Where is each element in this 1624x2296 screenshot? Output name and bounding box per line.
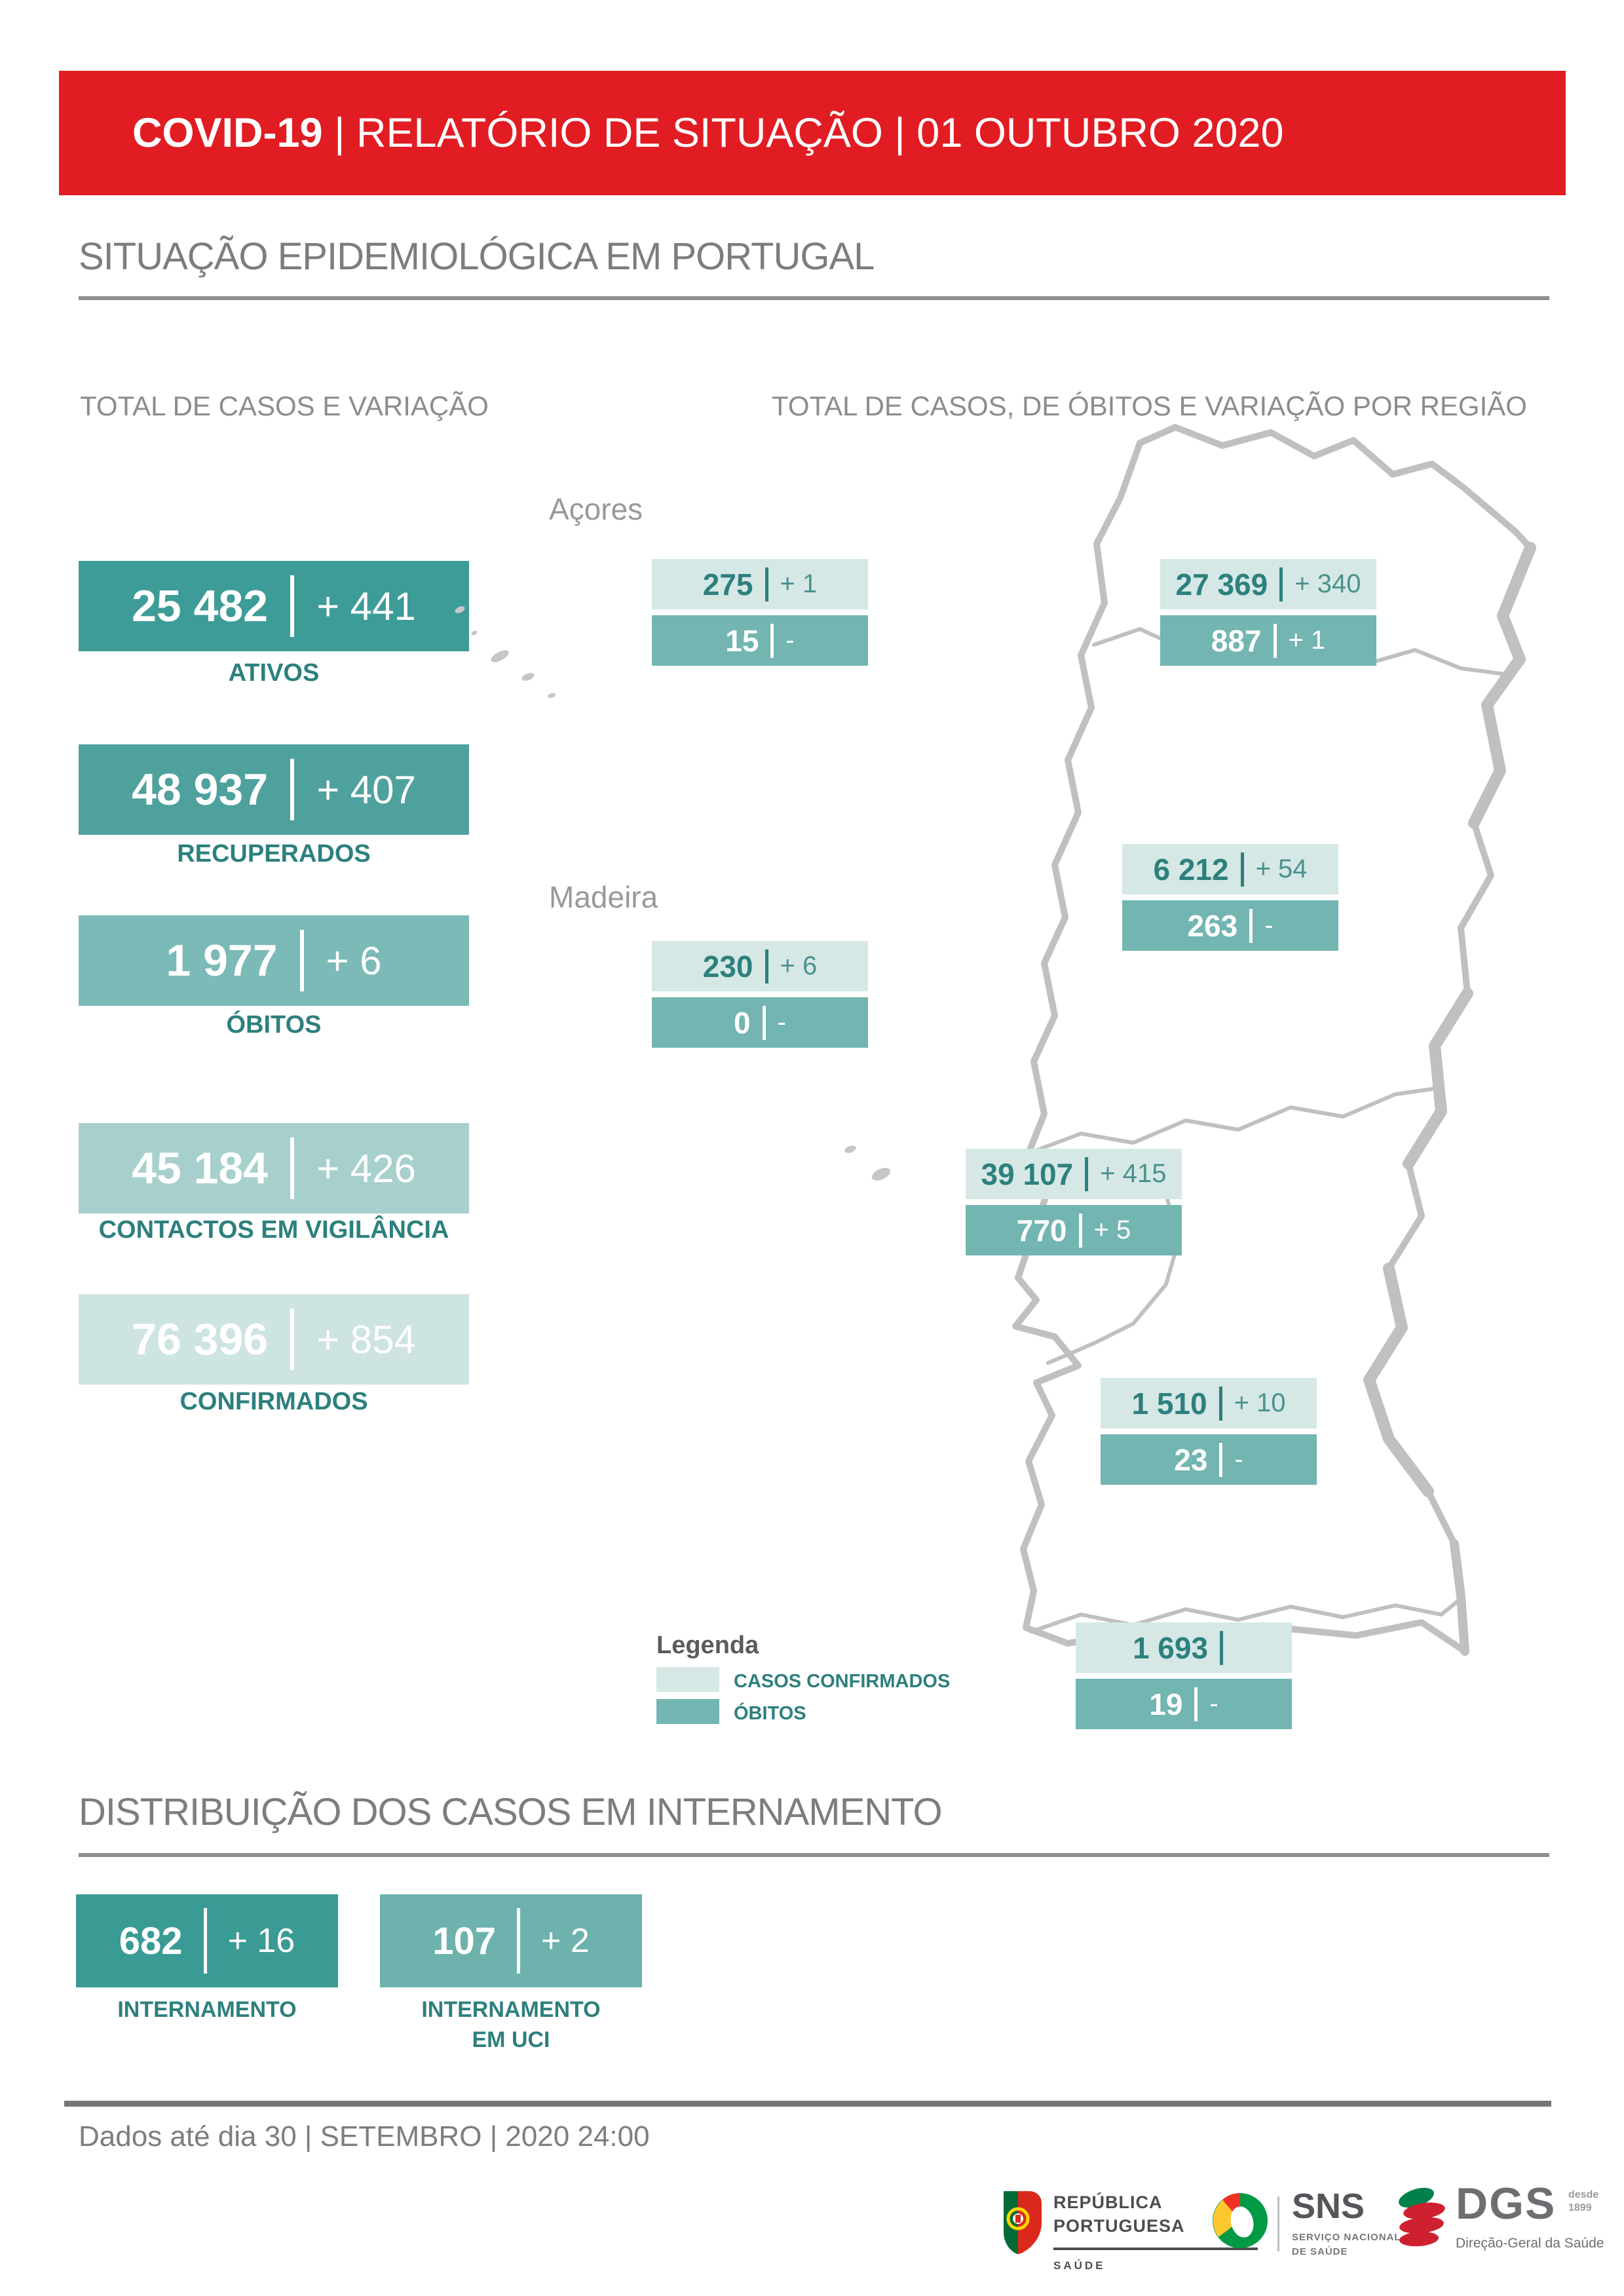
dgs-since [1568, 2189, 1598, 2215]
separator-bar [763, 1006, 766, 1040]
separator-bar [290, 1309, 294, 1370]
separator-bar [1279, 567, 1283, 602]
legend-swatch-casos [656, 1667, 719, 1692]
cases-value: 1 693 [1132, 1630, 1209, 1665]
stat-variation: + 6 [326, 938, 382, 983]
sns-subtitle-line1: SERVIÇO NACIONAL [1292, 2232, 1401, 2243]
island-dot [521, 672, 535, 682]
stat-value: 682 [119, 1919, 183, 1962]
east-border-thick3 [1369, 1269, 1428, 1491]
island-dot [470, 630, 478, 636]
separator-bar [1219, 1443, 1222, 1477]
cases-variation: + 54 [1255, 854, 1308, 883]
republica-saude-label: SAÚDE [1053, 2259, 1106, 2272]
dgs-icon [1394, 2186, 1449, 2249]
stat-label-obitos: ÓBITOS [226, 1011, 322, 1039]
east-border-thick [1474, 548, 1530, 823]
deaths-value: 0 [734, 1005, 751, 1040]
hospital-section-title: DISTRIBUIÇÃO DOS CASOS EM INTERNAMENTO [79, 1791, 942, 1833]
stat-label-ativos: ATIVOS [228, 659, 320, 687]
deaths-bar [1122, 900, 1338, 951]
legend-title: Legenda [656, 1632, 759, 1659]
stat-label-internamento: INTERNAMENTO [117, 1997, 297, 2022]
deaths-variation: - [785, 626, 795, 655]
cases-value: 27 369 [1175, 567, 1268, 602]
east-border-thick4 [1454, 1544, 1465, 1651]
island-dot [489, 648, 511, 665]
cases-bar [652, 941, 868, 991]
separator-bar [517, 1908, 520, 1974]
deaths-variation: + 1 [1288, 626, 1326, 655]
stat-box-recuperados [79, 744, 469, 835]
portugal-flag-icon [1001, 2190, 1044, 2255]
region-stats-centro [1122, 844, 1338, 951]
stat-value: 45 184 [132, 1143, 269, 1193]
stat-value: 76 396 [132, 1314, 269, 1364]
separator-bar [290, 1138, 294, 1199]
sns-title: SNS [1292, 2187, 1365, 2226]
legend-swatch-obitos [656, 1699, 719, 1724]
stat-box-internamento [76, 1894, 338, 1987]
deaths-bar [1160, 615, 1376, 666]
deaths-value: 15 [725, 623, 759, 658]
deaths-variation: - [1234, 1445, 1243, 1474]
deaths-value: 887 [1211, 623, 1262, 658]
island-dot [844, 1144, 857, 1155]
cases-variation: + 340 [1294, 569, 1361, 598]
deaths-bar [652, 615, 868, 666]
region-label-madeira: Madeira [549, 880, 658, 914]
separator-bar [1194, 1687, 1198, 1721]
stat-box-internamento-uci [380, 1894, 642, 1987]
report-title [132, 109, 1284, 157]
deaths-value: 23 [1174, 1442, 1208, 1477]
east-border-thick2 [1408, 993, 1467, 1164]
separator-bar [1220, 1631, 1223, 1665]
region-stats-algarve [1076, 1622, 1292, 1729]
legend-label-obitos: ÓBITOS [734, 1703, 806, 1724]
region-stats-alentejo [1101, 1378, 1317, 1485]
dgs-title: DGS [1456, 2179, 1557, 2229]
region-stats-madeira [652, 941, 868, 1048]
sns-divider [1277, 2196, 1279, 2251]
stat-label-internamento-uci: INTERNAMENTO [421, 1997, 601, 2022]
cases-variation: + 6 [780, 951, 818, 980]
cases-variation: + 1 [780, 569, 818, 598]
cases-value: 6 212 [1153, 852, 1229, 887]
stat-box-ativos [79, 561, 469, 651]
cases-variation: + 10 [1234, 1388, 1286, 1417]
report-banner [59, 71, 1566, 195]
deaths-bar [652, 997, 868, 1048]
separator-bar [290, 759, 294, 820]
cases-bar [652, 559, 868, 609]
stat-box-confirmados [79, 1294, 469, 1385]
deaths-bar [1101, 1434, 1317, 1485]
stat-variation: + 16 [227, 1922, 295, 1960]
regions-heading: TOTAL DE CASOS, DE ÓBITOS E VARIAÇÃO POR REGIÃO [772, 391, 1527, 421]
stat-value: 25 482 [132, 581, 269, 631]
report-title-covid: COVID-19 [132, 110, 323, 156]
stat-value: 1 977 [166, 936, 278, 985]
deaths-bar [1076, 1679, 1292, 1729]
separator-bar [204, 1908, 207, 1974]
stat-box-contactos [79, 1123, 469, 1214]
separator-bar [1249, 909, 1253, 943]
stat-variation: + 426 [316, 1146, 416, 1191]
cases-bar [1122, 844, 1338, 894]
cases-variation: + 415 [1100, 1159, 1167, 1188]
divider-line [79, 1853, 1549, 1857]
cases-value: 230 [702, 949, 753, 984]
separator-bar [290, 575, 294, 637]
separator-bar [765, 567, 768, 602]
region-stats-lisboa [966, 1149, 1182, 1255]
cases-bar [966, 1149, 1182, 1199]
region-label-acores: Açores [549, 492, 643, 526]
deaths-variation: - [1264, 911, 1274, 940]
separator-bar [765, 949, 768, 984]
separator-bar [1079, 1214, 1082, 1248]
dgs-since-year: 1899 [1568, 2202, 1592, 2213]
data-cutoff-note: Dados até dia 30 | SETEMBRO | 2020 24:00 [79, 2120, 650, 2152]
stat-label-internamento-uci-line2: EM UCI [472, 2027, 550, 2052]
separator-bar [1219, 1387, 1222, 1421]
cases-value: 39 107 [981, 1157, 1074, 1191]
border-centro-sul [1029, 1088, 1441, 1153]
stat-box-obitos [79, 915, 469, 1006]
stat-label-contactos: CONTACTOS EM VIGILÂNCIA [98, 1216, 449, 1244]
republica-line1: REPÚBLICA [1053, 2192, 1163, 2212]
footer-divider [64, 2101, 1551, 2107]
totals-heading: TOTAL DE CASOS E VARIAÇÃO [80, 391, 489, 421]
cases-bar [1160, 559, 1376, 609]
stat-variation: + 407 [316, 767, 416, 812]
sns-icon [1211, 2191, 1270, 2250]
region-stats-acores [652, 559, 868, 666]
cases-value: 275 [702, 567, 753, 602]
divider-line [79, 296, 1549, 300]
cases-bar [1076, 1622, 1292, 1673]
island-dot [547, 693, 556, 699]
deaths-variation: - [777, 1008, 786, 1037]
cases-value: 1 510 [1131, 1386, 1207, 1421]
deaths-bar [966, 1205, 1182, 1255]
stat-label-confirmados: CONFIRMADOS [179, 1388, 368, 1415]
cases-bar [1101, 1378, 1317, 1428]
deaths-variation: + 5 [1093, 1215, 1131, 1244]
deaths-value: 770 [1016, 1213, 1067, 1248]
separator-bar [1274, 624, 1277, 658]
deaths-value: 19 [1149, 1687, 1183, 1721]
stat-variation: + 441 [316, 584, 416, 628]
stat-variation: + 854 [316, 1317, 416, 1362]
separator-bar [770, 624, 774, 658]
deaths-value: 263 [1187, 908, 1238, 943]
separator-bar [1241, 852, 1244, 887]
stat-value: 48 937 [132, 765, 269, 814]
deaths-variation: - [1209, 1689, 1218, 1718]
sns-subtitle-line2: DE SAÚDE [1292, 2246, 1348, 2257]
region-stats-norte [1160, 559, 1376, 666]
republica-line2: PORTUGUESA [1053, 2216, 1185, 2236]
report-title-rest: | RELATÓRIO DE SITUAÇÃO | 01 OUTUBRO 2020 [322, 110, 1284, 156]
stat-label-recuperados: RECUPERADOS [177, 840, 371, 868]
separator-bar [1085, 1157, 1088, 1191]
separator-bar [300, 930, 304, 991]
legend-label-casos: CASOS CONFIRMADOS [734, 1671, 951, 1692]
stat-variation: + 2 [541, 1922, 590, 1960]
dgs-since-word: desde [1568, 2189, 1599, 2200]
epi-section-title: SITUAÇÃO EPIDEMIOLÓGICA EM PORTUGAL [79, 235, 875, 278]
dgs-subtitle: Direção-Geral da Saúde [1456, 2236, 1604, 2251]
stat-value: 107 [432, 1919, 497, 1962]
